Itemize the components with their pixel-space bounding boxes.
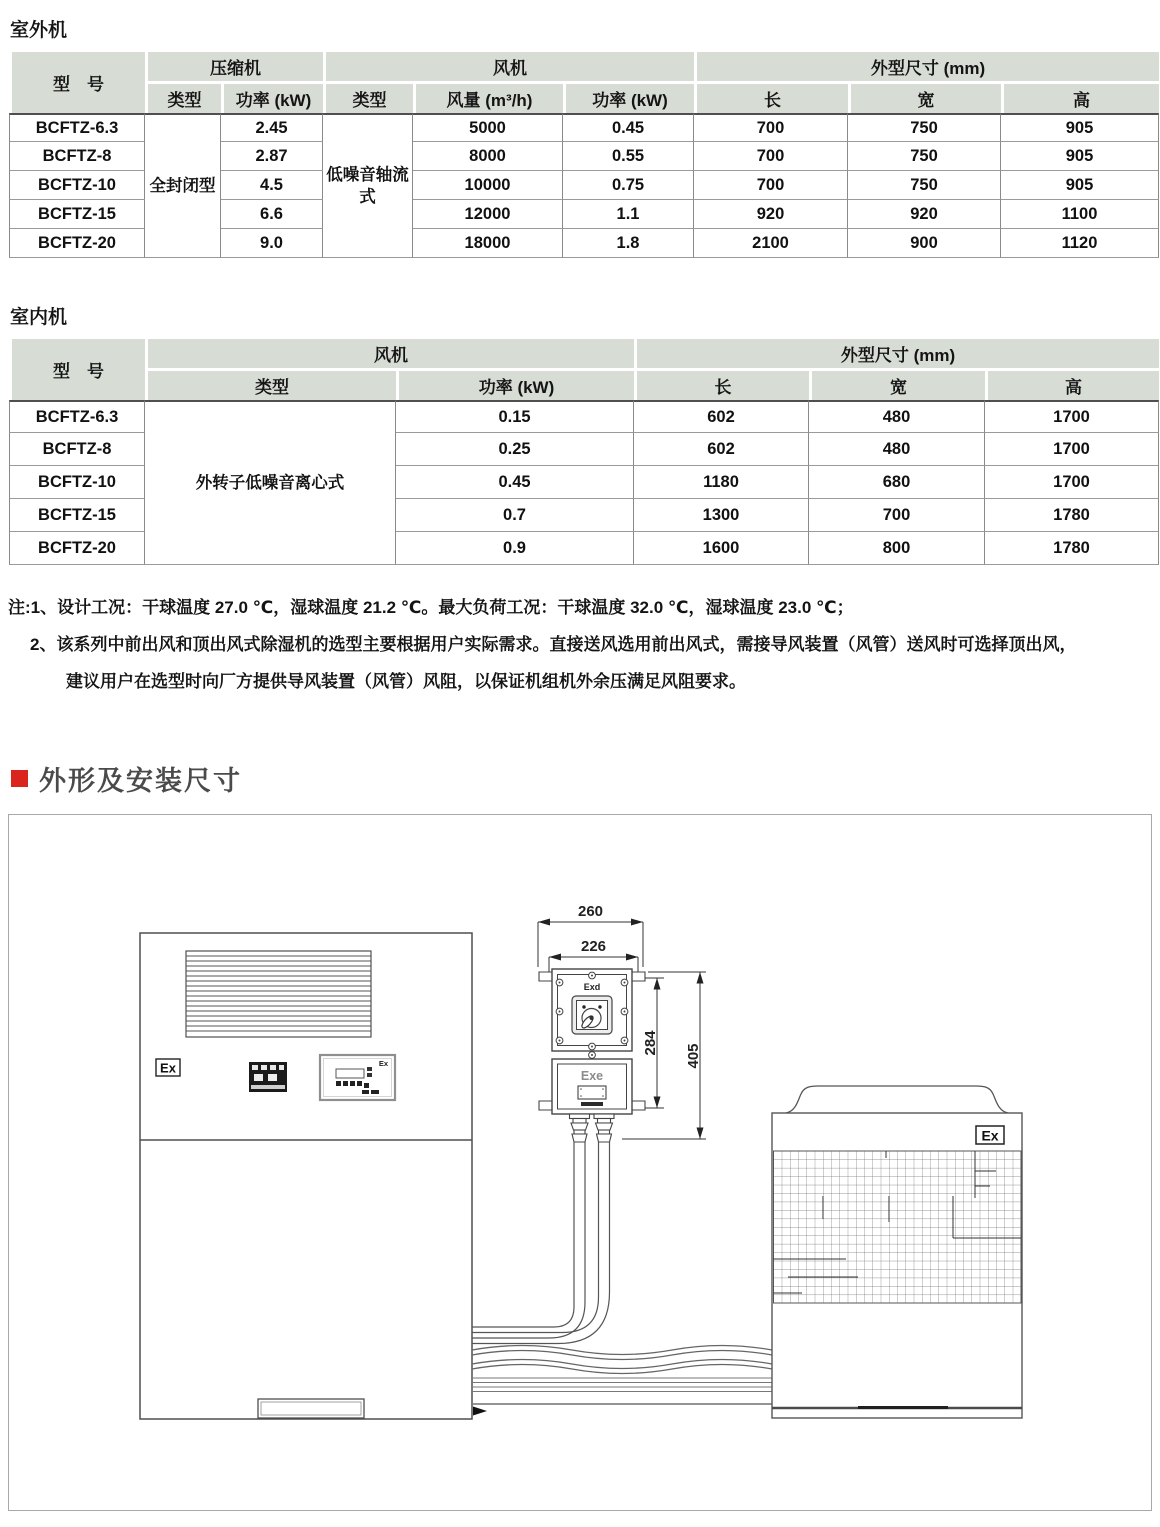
outdoor-table-title: 室外机 bbox=[10, 20, 68, 41]
ex-label bbox=[156, 1059, 180, 1076]
model-cell: BCFTZ-10 bbox=[9, 171, 145, 200]
section-title: 外形及安装尺寸 bbox=[39, 766, 242, 796]
exd-label: Exd bbox=[583, 982, 601, 992]
col-dims: 外型尺寸 (mm) bbox=[694, 49, 1159, 81]
control-cables bbox=[472, 1142, 610, 1344]
value-cell: 1.8 bbox=[563, 229, 694, 258]
fan-type-cell: 低噪音轴流式 bbox=[323, 113, 413, 258]
model-cell: BCFTZ-15 bbox=[9, 200, 145, 229]
col-height: 高 bbox=[1001, 81, 1159, 113]
value-cell: 1300 bbox=[634, 499, 809, 532]
col-width: 宽 bbox=[809, 368, 985, 400]
value-cell: 4.5 bbox=[221, 171, 323, 200]
outdoor-spec-table bbox=[9, 49, 1159, 258]
value-cell: 0.9 bbox=[396, 532, 634, 565]
col-airflow: 风量 (m³/h) bbox=[413, 81, 563, 113]
col-comp-power: 功率 (kW) bbox=[221, 81, 323, 113]
table-row bbox=[9, 81, 1159, 113]
col-fan-type: 类型 bbox=[323, 81, 413, 113]
value-cell: 2.87 bbox=[221, 142, 323, 171]
value-cell: 0.45 bbox=[563, 113, 694, 142]
indoor-spec-table bbox=[9, 336, 1159, 565]
value-cell: 680 bbox=[809, 466, 985, 499]
fan-type-cell: 外转子低噪音离心式 bbox=[145, 400, 396, 565]
col-height: 高 bbox=[985, 368, 1159, 400]
dim-405-label: 405 bbox=[685, 1043, 702, 1069]
lifting-handle bbox=[786, 1086, 1008, 1113]
col-model: 型 号 bbox=[9, 336, 145, 400]
outdoor-unit bbox=[772, 1086, 1022, 1418]
col-fan: 风机 bbox=[145, 336, 634, 368]
value-cell: 1600 bbox=[634, 532, 809, 565]
note-line: 建议用户在选型时向厂方提供导风装置（风管）风阻，以保证机组机外余压满足风阻要求。 bbox=[66, 672, 746, 691]
notes-block bbox=[8, 589, 1160, 700]
lcd-display bbox=[336, 1069, 364, 1078]
value-cell: 700 bbox=[694, 142, 848, 171]
value-cell: 1100 bbox=[1001, 200, 1159, 229]
value-cell: 0.75 bbox=[563, 171, 694, 200]
indoor-table-title: 室内机 bbox=[10, 307, 68, 328]
model-cell: BCFTZ-15 bbox=[9, 499, 145, 532]
value-cell: 6.6 bbox=[221, 200, 323, 229]
condenser-grid bbox=[774, 1151, 1022, 1303]
value-cell: 700 bbox=[809, 499, 985, 532]
compressor-type-cell: 全封闭型 bbox=[145, 113, 221, 258]
note-line: 注:1、设计工况：干球温度 27.0 ℃，湿球温度 21.2 ℃。最大负荷工况：干球温度 32.0 ℃，湿球温度 23.0 ℃； bbox=[8, 598, 854, 617]
col-fan: 风机 bbox=[323, 49, 694, 81]
value-cell: 5000 bbox=[413, 113, 563, 142]
value-cell: 18000 bbox=[413, 229, 563, 258]
display-panel bbox=[320, 1055, 395, 1100]
value-cell: 10000 bbox=[413, 171, 563, 200]
panel-ex-label: Ex bbox=[378, 1059, 388, 1068]
value-cell: 480 bbox=[809, 400, 985, 433]
dim-284-label: 284 bbox=[642, 1030, 659, 1056]
table-row bbox=[9, 113, 1159, 142]
note-line: 2、该系列中前出风和顶出风式除湿机的选型主要根据用户实际需求。直接送风选用前出风式，需接导风装置（风管）送风时可选择顶出风， bbox=[30, 635, 1077, 654]
value-cell: 9.0 bbox=[221, 229, 323, 258]
value-cell: 800 bbox=[809, 532, 985, 565]
col-compressor: 压缩机 bbox=[145, 49, 323, 81]
value-cell: 750 bbox=[848, 113, 1001, 142]
value-cell: 480 bbox=[809, 433, 985, 466]
value-cell: 8000 bbox=[413, 142, 563, 171]
value-cell: 2100 bbox=[694, 229, 848, 258]
value-cell: 1780 bbox=[985, 499, 1159, 532]
value-cell: 12000 bbox=[413, 200, 563, 229]
value-cell: 750 bbox=[848, 142, 1001, 171]
value-cell: 1700 bbox=[985, 433, 1159, 466]
value-cell: 700 bbox=[694, 113, 848, 142]
svg-text:Ex: Ex bbox=[160, 1060, 176, 1076]
value-cell: 602 bbox=[634, 433, 809, 466]
value-cell: 1700 bbox=[985, 400, 1159, 433]
red-square-bullet-icon bbox=[11, 770, 28, 787]
col-width: 宽 bbox=[848, 81, 1001, 113]
panel-button bbox=[357, 1081, 362, 1086]
installation-drawing bbox=[9, 815, 1151, 1510]
dim-226-label: 226 bbox=[580, 938, 607, 955]
model-cell: BCFTZ-20 bbox=[9, 532, 145, 565]
model-cell: BCFTZ-6.3 bbox=[9, 400, 145, 433]
control-box bbox=[539, 969, 645, 1142]
value-cell: 0.55 bbox=[563, 142, 694, 171]
base-vent bbox=[258, 1399, 364, 1418]
model-cell: BCFTZ-8 bbox=[9, 433, 145, 466]
flow-arrow-icon bbox=[473, 1407, 487, 1416]
air-grille bbox=[186, 951, 371, 1037]
col-fan-power: 功率 (kW) bbox=[563, 81, 694, 113]
value-cell: 1120 bbox=[1001, 229, 1159, 258]
value-cell: 0.25 bbox=[396, 433, 634, 466]
rotary-switch bbox=[572, 996, 612, 1034]
panel-button bbox=[336, 1081, 341, 1086]
value-cell: 905 bbox=[1001, 142, 1159, 171]
table-row bbox=[9, 49, 1159, 81]
indoor-cabinet bbox=[140, 933, 472, 1419]
table-row bbox=[9, 336, 1159, 368]
ex-label bbox=[976, 1126, 1004, 1144]
value-cell: 750 bbox=[848, 171, 1001, 200]
model-cell: BCFTZ-6.3 bbox=[9, 113, 145, 142]
model-cell: BCFTZ-8 bbox=[9, 142, 145, 171]
col-comp-type: 类型 bbox=[145, 81, 221, 113]
value-cell: 900 bbox=[848, 229, 1001, 258]
value-cell: 0.7 bbox=[396, 499, 634, 532]
value-cell: 905 bbox=[1001, 171, 1159, 200]
installation-drawing-frame bbox=[8, 814, 1152, 1511]
value-cell: 1.1 bbox=[563, 200, 694, 229]
exe-label: Exe bbox=[580, 1069, 604, 1083]
col-length: 长 bbox=[634, 368, 809, 400]
table-row bbox=[9, 400, 1159, 433]
model-cell: BCFTZ-20 bbox=[9, 229, 145, 258]
dim-260-label: 260 bbox=[577, 903, 604, 920]
value-cell: 0.45 bbox=[396, 466, 634, 499]
col-dims: 外型尺寸 (mm) bbox=[634, 336, 1159, 368]
col-fan-power: 功率 (kW) bbox=[396, 368, 634, 400]
col-length: 长 bbox=[694, 81, 848, 113]
value-cell: 1780 bbox=[985, 532, 1159, 565]
value-cell: 700 bbox=[694, 171, 848, 200]
value-cell: 1700 bbox=[985, 466, 1159, 499]
value-cell: 2.45 bbox=[221, 113, 323, 142]
cable-glands bbox=[570, 1114, 615, 1142]
value-cell: 920 bbox=[694, 200, 848, 229]
controller-module bbox=[249, 1062, 287, 1092]
value-cell: 0.15 bbox=[396, 400, 634, 433]
table-row bbox=[9, 368, 1159, 400]
value-cell: 602 bbox=[634, 400, 809, 433]
panel-button bbox=[343, 1081, 348, 1086]
indoor-table-header bbox=[9, 336, 1159, 400]
model-cell: BCFTZ-10 bbox=[9, 466, 145, 499]
terminal-plate bbox=[578, 1086, 606, 1106]
value-cell: 905 bbox=[1001, 113, 1159, 142]
col-fan-type: 类型 bbox=[145, 368, 396, 400]
panel-button bbox=[350, 1081, 355, 1086]
svg-text:Ex: Ex bbox=[981, 1127, 999, 1144]
value-cell: 920 bbox=[848, 200, 1001, 229]
col-model: 型 号 bbox=[9, 49, 145, 113]
connection-pipes bbox=[472, 1346, 772, 1416]
value-cell: 1180 bbox=[634, 466, 809, 499]
section-heading bbox=[11, 762, 1160, 795]
outdoor-table-header bbox=[9, 49, 1159, 113]
